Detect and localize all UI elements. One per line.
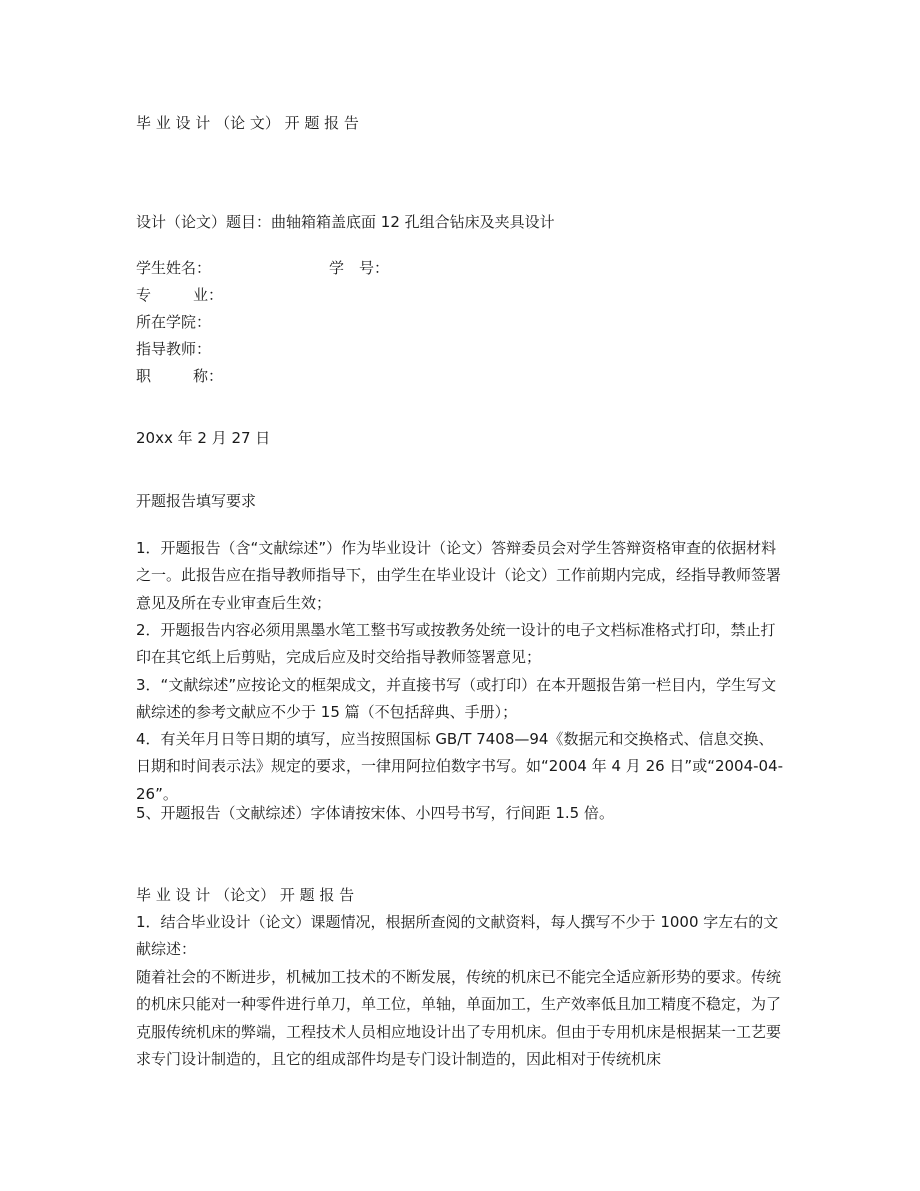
topic-label: 设计（论文）题目： (136, 213, 272, 231)
section2-title: 毕 业 设 计 （论文） 开 题 报 告 (136, 886, 355, 904)
major-row (136, 285, 223, 305)
requirement-item-2: 2．开题报告内容必须用黑墨水笔工整书写或按教务处统一设计的电子文档标准格式打印，禁止打印在其它纸上后剪贴，完成后应及时交给指导教师签署意见； (136, 621, 776, 667)
job-title-row (136, 366, 223, 386)
requirement-item-3: 3．“文献综述”应按论文的框架成文，并直接书写（或打印）在本开题报告第一栏目内，学生写文献综述的参考文献应不少于 15 篇（不包括辞典、手册）； (136, 676, 777, 722)
requirement-item-5: 5、开题报告（文献综述）字体请按宋体、小四号书写，行间距 1.5 倍。 (136, 804, 614, 822)
requirement-item-1: 1．开题报告（含“文献综述”）作为毕业设计（论文）答辩委员会对学生答辩资格审查的依据材料之一。此报告应在指导教师指导下，由学生在毕业设计（论文）工作前期内完成，经指导教师签署意见及所在专业审查后生效； (136, 539, 782, 612)
topic-value: 曲轴箱箱盖底面 12 孔组合钻床及夹具设计 (271, 213, 555, 231)
college-row (136, 312, 211, 332)
report-title: 毕 业 设 计 （论 文） 开 题 报 告 (136, 114, 359, 132)
college-label: 所在学院： (136, 313, 212, 331)
student-name-label: 学生姓名： (136, 259, 212, 277)
major-label-a: 专 (136, 286, 152, 304)
requirement-item-4: 4．有关年月日等日期的填写，应当按照国标 GB/T 7408—94《数据元和交换格式、信息交换、日期和时间表示法》规定的要求，一律用阿拉伯数字书写。如“2004 年 4 月 26 日”或“2004-04-26”。 (136, 730, 784, 803)
student-id-label: 学 号： (329, 259, 390, 277)
job-title-label-a: 职 (136, 367, 152, 385)
topic-line (136, 212, 555, 232)
literature-review-prompt: 1．结合毕业设计（论文）课题情况，根据所查阅的文献资料，每人撰写不少于 1000 字左右的文献综述： (136, 913, 779, 959)
advisor-row (136, 339, 211, 359)
advisor-label: 指导教师： (136, 340, 212, 358)
report-date: 20xx 年 2 月 27 日 (136, 429, 271, 447)
literature-review-body: 随着社会的不断进步，机械加工技术的不断发展，传统的机床已不能完全适应新形势的要求。传统的机床只能对一种零件进行单刀，单工位，单轴，单面加工，生产效率低且加工精度不稳定，为了克服传统机床的弊端，工程技术人员相应地设计出了专用机床。但由于专用机床是根据某一工艺要求专门设计制造的，且它的组成部件均是专门设计制造的，因此相对于传统机床 (136, 968, 782, 1069)
major-label-b: 业： (193, 286, 224, 304)
requirements-heading: 开题报告填写要求 (136, 492, 257, 510)
student-name-row (136, 258, 389, 278)
job-title-label-b: 称： (193, 367, 224, 385)
